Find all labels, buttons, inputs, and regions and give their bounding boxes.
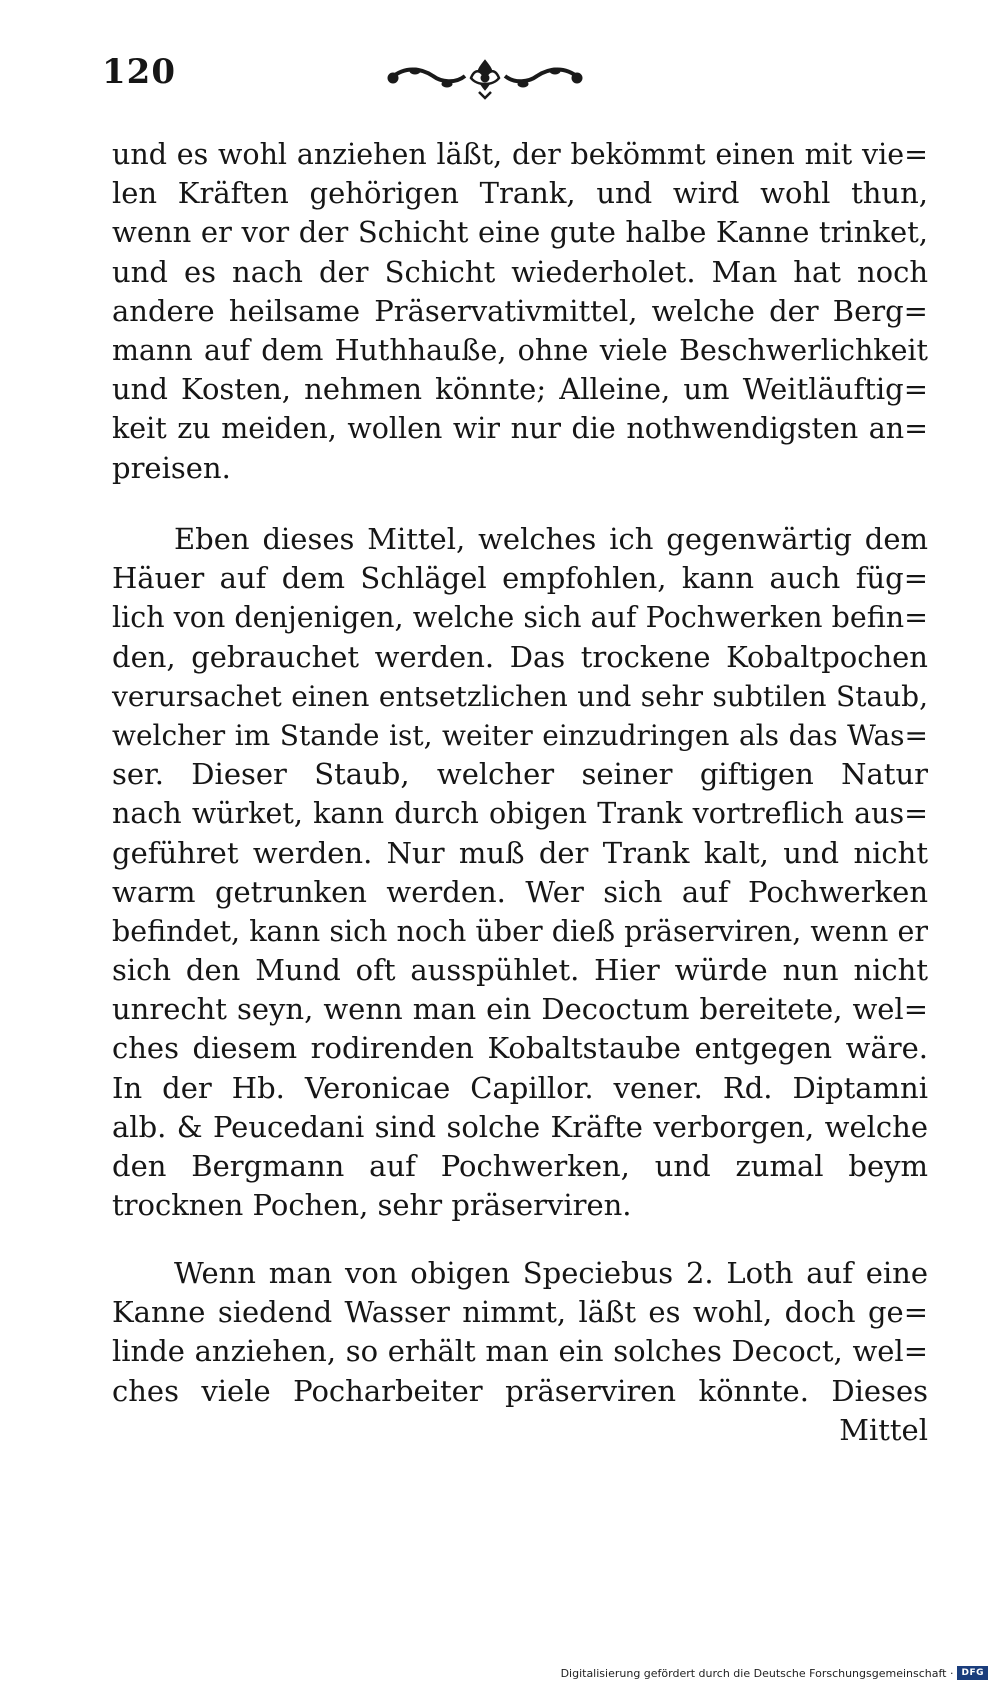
floral-ornament-icon bbox=[385, 56, 585, 100]
text-line: den Bergmann auf Pochwerken, und zumal beym bbox=[112, 1149, 928, 1183]
text-line: mann auf dem Huthhauße, ohne viele Beschwerlichkeit bbox=[112, 333, 928, 367]
dfg-logo: DFG bbox=[957, 1666, 988, 1680]
text-line: Häuer auf dem Schlägel empfohlen, kann auch füg= bbox=[112, 561, 928, 596]
text-line: unrecht seyn, wenn man ein Decoctum bereitete, wel= bbox=[112, 992, 928, 1027]
text-line: alb. & Peucedani sind solche Kräfte verborgen, welche bbox=[112, 1109, 928, 1144]
text-line: ser. Dieser Staub, welcher seiner giftigen Natur bbox=[112, 757, 928, 792]
page-number: 120 bbox=[102, 52, 176, 92]
text-line: und Kosten, nehmen könnte; Alleine, um Weitläuftig= bbox=[112, 372, 928, 407]
text-line: Wenn man von obigen Speciebus 2. Loth auf eine bbox=[174, 1256, 928, 1290]
catchword: Mittel bbox=[839, 1412, 928, 1447]
text-line: trocknen Pochen, sehr präserviren. bbox=[112, 1188, 632, 1223]
text-line: Eben dieses Mittel, welches ich gegenwärtig dem bbox=[174, 522, 928, 556]
footer-text: Digitalisierung gefördert durch die Deutsche Forschungsgemeinschaft · bbox=[560, 1666, 954, 1680]
text-line: keit zu meiden, wollen wir nur die nothwendigsten an= bbox=[112, 412, 928, 446]
text-line: In der Hb. Veronicae Capillor. vener. Rd. Diptamni bbox=[112, 1070, 928, 1105]
text-line: ches diesem rodirenden Kobaltstaube entgegen wäre. bbox=[112, 1031, 928, 1066]
text-line: Kanne siedend Wasser nimmt, läßt es wohl, doch ge= bbox=[112, 1295, 928, 1330]
text-line: wenn er vor der Schicht eine gute halbe Kanne trinket, bbox=[112, 215, 928, 250]
digitization-footer bbox=[561, 1666, 988, 1680]
paragraph-3 bbox=[112, 1254, 928, 1450]
text-line: verursachet einen entsetzlichen und sehr subtilen Staub, bbox=[112, 679, 928, 713]
text-line: linde anziehen, so erhält man ein solches Decoct, wel= bbox=[112, 1334, 928, 1369]
text-line: welcher im Stande ist, weiter einzudringen als das Was= bbox=[112, 718, 928, 752]
paragraph-2 bbox=[112, 520, 928, 1225]
text-line: befindet, kann sich noch über dieß präserviren, wenn er bbox=[112, 914, 928, 948]
text-line: andere heilsame Präservativmittel, welche der Berg= bbox=[112, 293, 928, 328]
text-line: lich von denjenigen, welche sich auf Pochwerken befin= bbox=[112, 601, 928, 635]
text-line: ches viele Pocharbeiter präserviren könnte. Dieses bbox=[112, 1373, 928, 1408]
text-line: preisen. bbox=[112, 450, 231, 485]
text-line: warm getrunken werden. Wer sich auf Pochwerken bbox=[112, 874, 928, 909]
text-line: len Kräften gehörigen Trank, und wird wohl thun, bbox=[112, 176, 928, 211]
text-line: geführet werden. Nur muß der Trank kalt, und nicht bbox=[112, 835, 928, 870]
text-line: und es nach der Schicht wiederholet. Man hat noch bbox=[112, 254, 928, 289]
text-line: sich den Mund oft ausspühlet. Hier würde nun nicht bbox=[112, 953, 928, 988]
text-line: und es wohl anziehen läßt, der bekömmt einen mit vie= bbox=[112, 138, 928, 171]
paragraph-1 bbox=[112, 135, 928, 488]
text-line: den, gebrauchet werden. Das trockene Kobaltpochen bbox=[112, 639, 928, 674]
text-line: nach würket, kann durch obigen Trank vortreflich aus= bbox=[112, 797, 928, 831]
